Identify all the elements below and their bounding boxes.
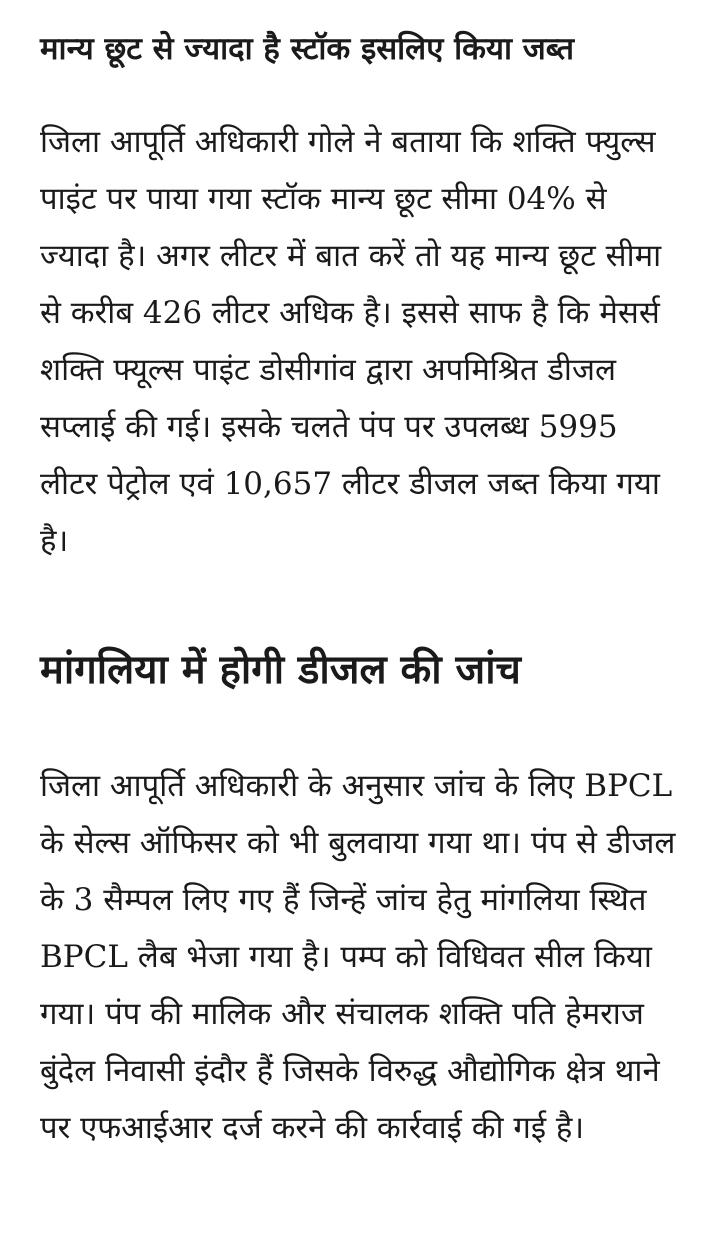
section-heading-diesel-test: मांगलिया में होगी डीजल की जांच [40, 646, 521, 693]
section-subheading: मान्य छूट से ज्यादा है स्टॉक इसलिए किया जब्त [40, 31, 575, 67]
paragraph-bpcl-investigation: जिला आपूर्ति अधिकारी के अनुसार जांच के लिए BPCL के सेल्स ऑफिसर को भी बुलवाया गया था। पंप से डीजल के 3 सैम्पल लिए गए हैं जिन्हें जांच हेतु मांगलिया स्थित BPCL लैब भेजा गया है। पम्प को विधिवत सील किया गया। पंप की मालिक और संचालक शक्ति पति हेमराज बुंदेल निवासी इंदौर हैं जिसके विरुद्ध औद्योगिक क्षेत्र थाने पर एफआईआर दर्ज करने की कार्रवाई की गई है। [40, 768, 676, 1146]
paragraph-stock-seizure: जिला आपूर्ति अधिकारी गोले ने बताया कि शक्ति फ्युल्स पाइंट पर पाया गया स्टॉक मान्य छूट सीमा 04% से ज्यादा है। अगर लीटर में बात करें तो यह मान्य छूट सीमा से करीब 426 लीटर अधिक है। इससे साफ है कि मेसर्स शक्ति फ्यूल्स पाइंट डोसीगांव द्वारा अपमिश्रित डीजल सप्लाई की गई। इसके चलते पंप पर उपलब्ध 5995 लीटर पेट्रोल एवं 10,657 लीटर डीजल जब्त किया गया है। [40, 124, 662, 559]
